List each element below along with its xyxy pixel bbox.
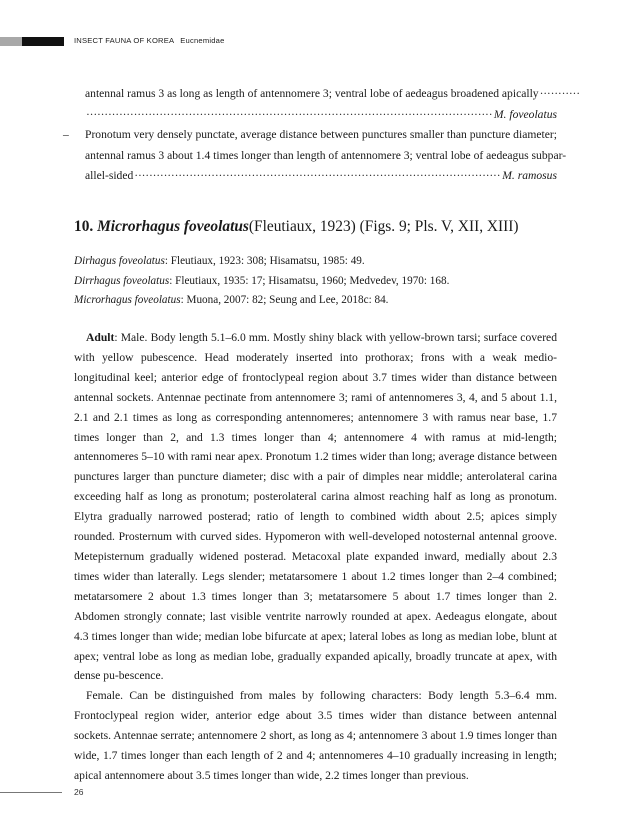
- key-text-3: Pronotum very densely punctate, average distance between punctures smaller than puncture diameter;: [85, 128, 557, 141]
- species-description: [74, 328, 557, 786]
- running-header: [74, 36, 225, 45]
- female-paragraph: Female. Can be distinguished from males by following characters: Body length 5.3–6.4 mm. Frontoclypeal region wider, anterior edge about 3.5 times wider than distance between antennal sockets. Antennae serrate; antennomere 2 short, as long as 4; antennomere 3 about 1.9 times longer than wide, 1.7 times longer than each length of 2 and 4; antennomeres 4–10 gradually increasing in length; apical antennomere about 3.5 times longer than wide, 2.2 times longer than previous.: [74, 689, 557, 782]
- key-text-5: allel-sided: [85, 169, 134, 182]
- key-taxon-ramosus: M. ramosus: [502, 169, 557, 182]
- key-text-4: antennal ramus 3 about 1.4 times longer than length of antennomere 3; ventral lobe of aedeagus subpar-: [85, 148, 567, 162]
- synonym-entry: [74, 291, 449, 311]
- synonym-refs: : Fleutiaux, 1935: 17; Hisamatsu, 1960; Medvedev, 1970: 168.: [169, 274, 450, 287]
- species-name: Microrhagus foveolatus: [97, 218, 249, 235]
- species-number: 10.: [74, 218, 94, 235]
- key-leader-dots: [540, 84, 580, 105]
- key-line-1: [74, 84, 557, 105]
- synonymy-list: [74, 252, 449, 311]
- identification-key: [63, 84, 567, 187]
- synonym-refs: : Muona, 2007: 82; Seung and Lee, 2018c: 84.: [180, 294, 389, 306]
- key-text-1: antennal ramus 3 as long as length of antennomere 3; ventral lobe of aedeagus broadened apically: [85, 87, 539, 100]
- key-line-3: [63, 125, 557, 146]
- synonym-name: Dirrhagus foveolatus: [74, 274, 170, 287]
- adult-label: Adult: [86, 331, 115, 344]
- key-line-2: [74, 105, 557, 126]
- species-heading: [74, 218, 519, 236]
- key-line-4: [74, 146, 567, 167]
- header-bar-black: [22, 37, 64, 46]
- synonym-name: Microrhagus foveolatus: [74, 294, 181, 306]
- key-taxon-foveolatus: M. foveolatus: [493, 107, 557, 121]
- page-number: 26: [74, 787, 84, 797]
- key-dash: –: [63, 128, 69, 141]
- species-figures: (Figs. 9; Pls. V, XII, XIII): [359, 218, 519, 235]
- header-bar-gray: [0, 37, 22, 46]
- key-leader-dots: [86, 105, 493, 126]
- footer-rule: [0, 792, 62, 793]
- adult-text: : Male. Body length 5.1–6.0 mm. Mostly shiny black with yellow-brown tarsi; surface covered with yellow pubescence. Head moderately inserted into prothorax; frons with a weak medio-longitudinal keel; anterior edge of frontoclypeal region about 3.7 times wider than distance between antennal sockets. Antennae pectinate from antennomere 3; rami of antennomeres 3, 4, and 5 about 1.1, 2.1 and 2.1 times as long as corresponding antennomeres; antennomere 3 with ramus near base, 1.7 times longer than 2, and 1.3 times longer than 4; antennomere 4 with ramus at mid-length; antennomeres 5–10 with rami near apex. Pronotum 1.2 times wider than long; average distance between punctures larger than puncture diameter; disc with a pair of dimples near middle; anterolateral carina exceeding half as long as pronotum; posterolateral carina almost reaching half as long as pronotum. Elytra gradually narrowed posterad; ratio of length to combined width about 2.5; apices simply rounded. Prosternum with curved sides. Hypomeron with well-developed notosternal antennal groove. Metepisternum gradually widened posterad. Metacoxal plate expanded inward, medially about 2.3 times wider than laterally. Legs slender; metatarsomere 1 about 1.2 times longer than 2–4 combined; metatarsomere 2 about 1.3 times longer than 3; metatarsomere 5 about 1.7 times longer than 2. Abdomen strongly connate; last visible ventrite narrowly rounded at apex. Aedeagus elongate, about 4.3 times longer than wide; median lobe bifurcate at apex; lateral lobes as long as median lobe, blunt at apex; ventral lobe as long as median lobe, gradually expanded apically, broadly truncate at apex, with dense pu-bescence.: [74, 331, 557, 683]
- key-leader-dots: [134, 166, 501, 187]
- synonym-entry: [74, 252, 449, 272]
- key-line-5: [74, 166, 557, 187]
- family-name: Eucnemidae: [180, 36, 225, 45]
- species-author: (Fleutiaux, 1923): [248, 218, 356, 235]
- synonym-entry: [74, 272, 449, 292]
- synonym-name: Dirhagus foveolatus: [74, 255, 165, 267]
- running-title: INSECT FAUNA OF KOREA: [74, 36, 175, 45]
- adult-paragraph: [74, 328, 557, 686]
- synonym-refs: : Fleutiaux, 1923: 308; Hisamatsu, 1985: 49.: [164, 255, 365, 267]
